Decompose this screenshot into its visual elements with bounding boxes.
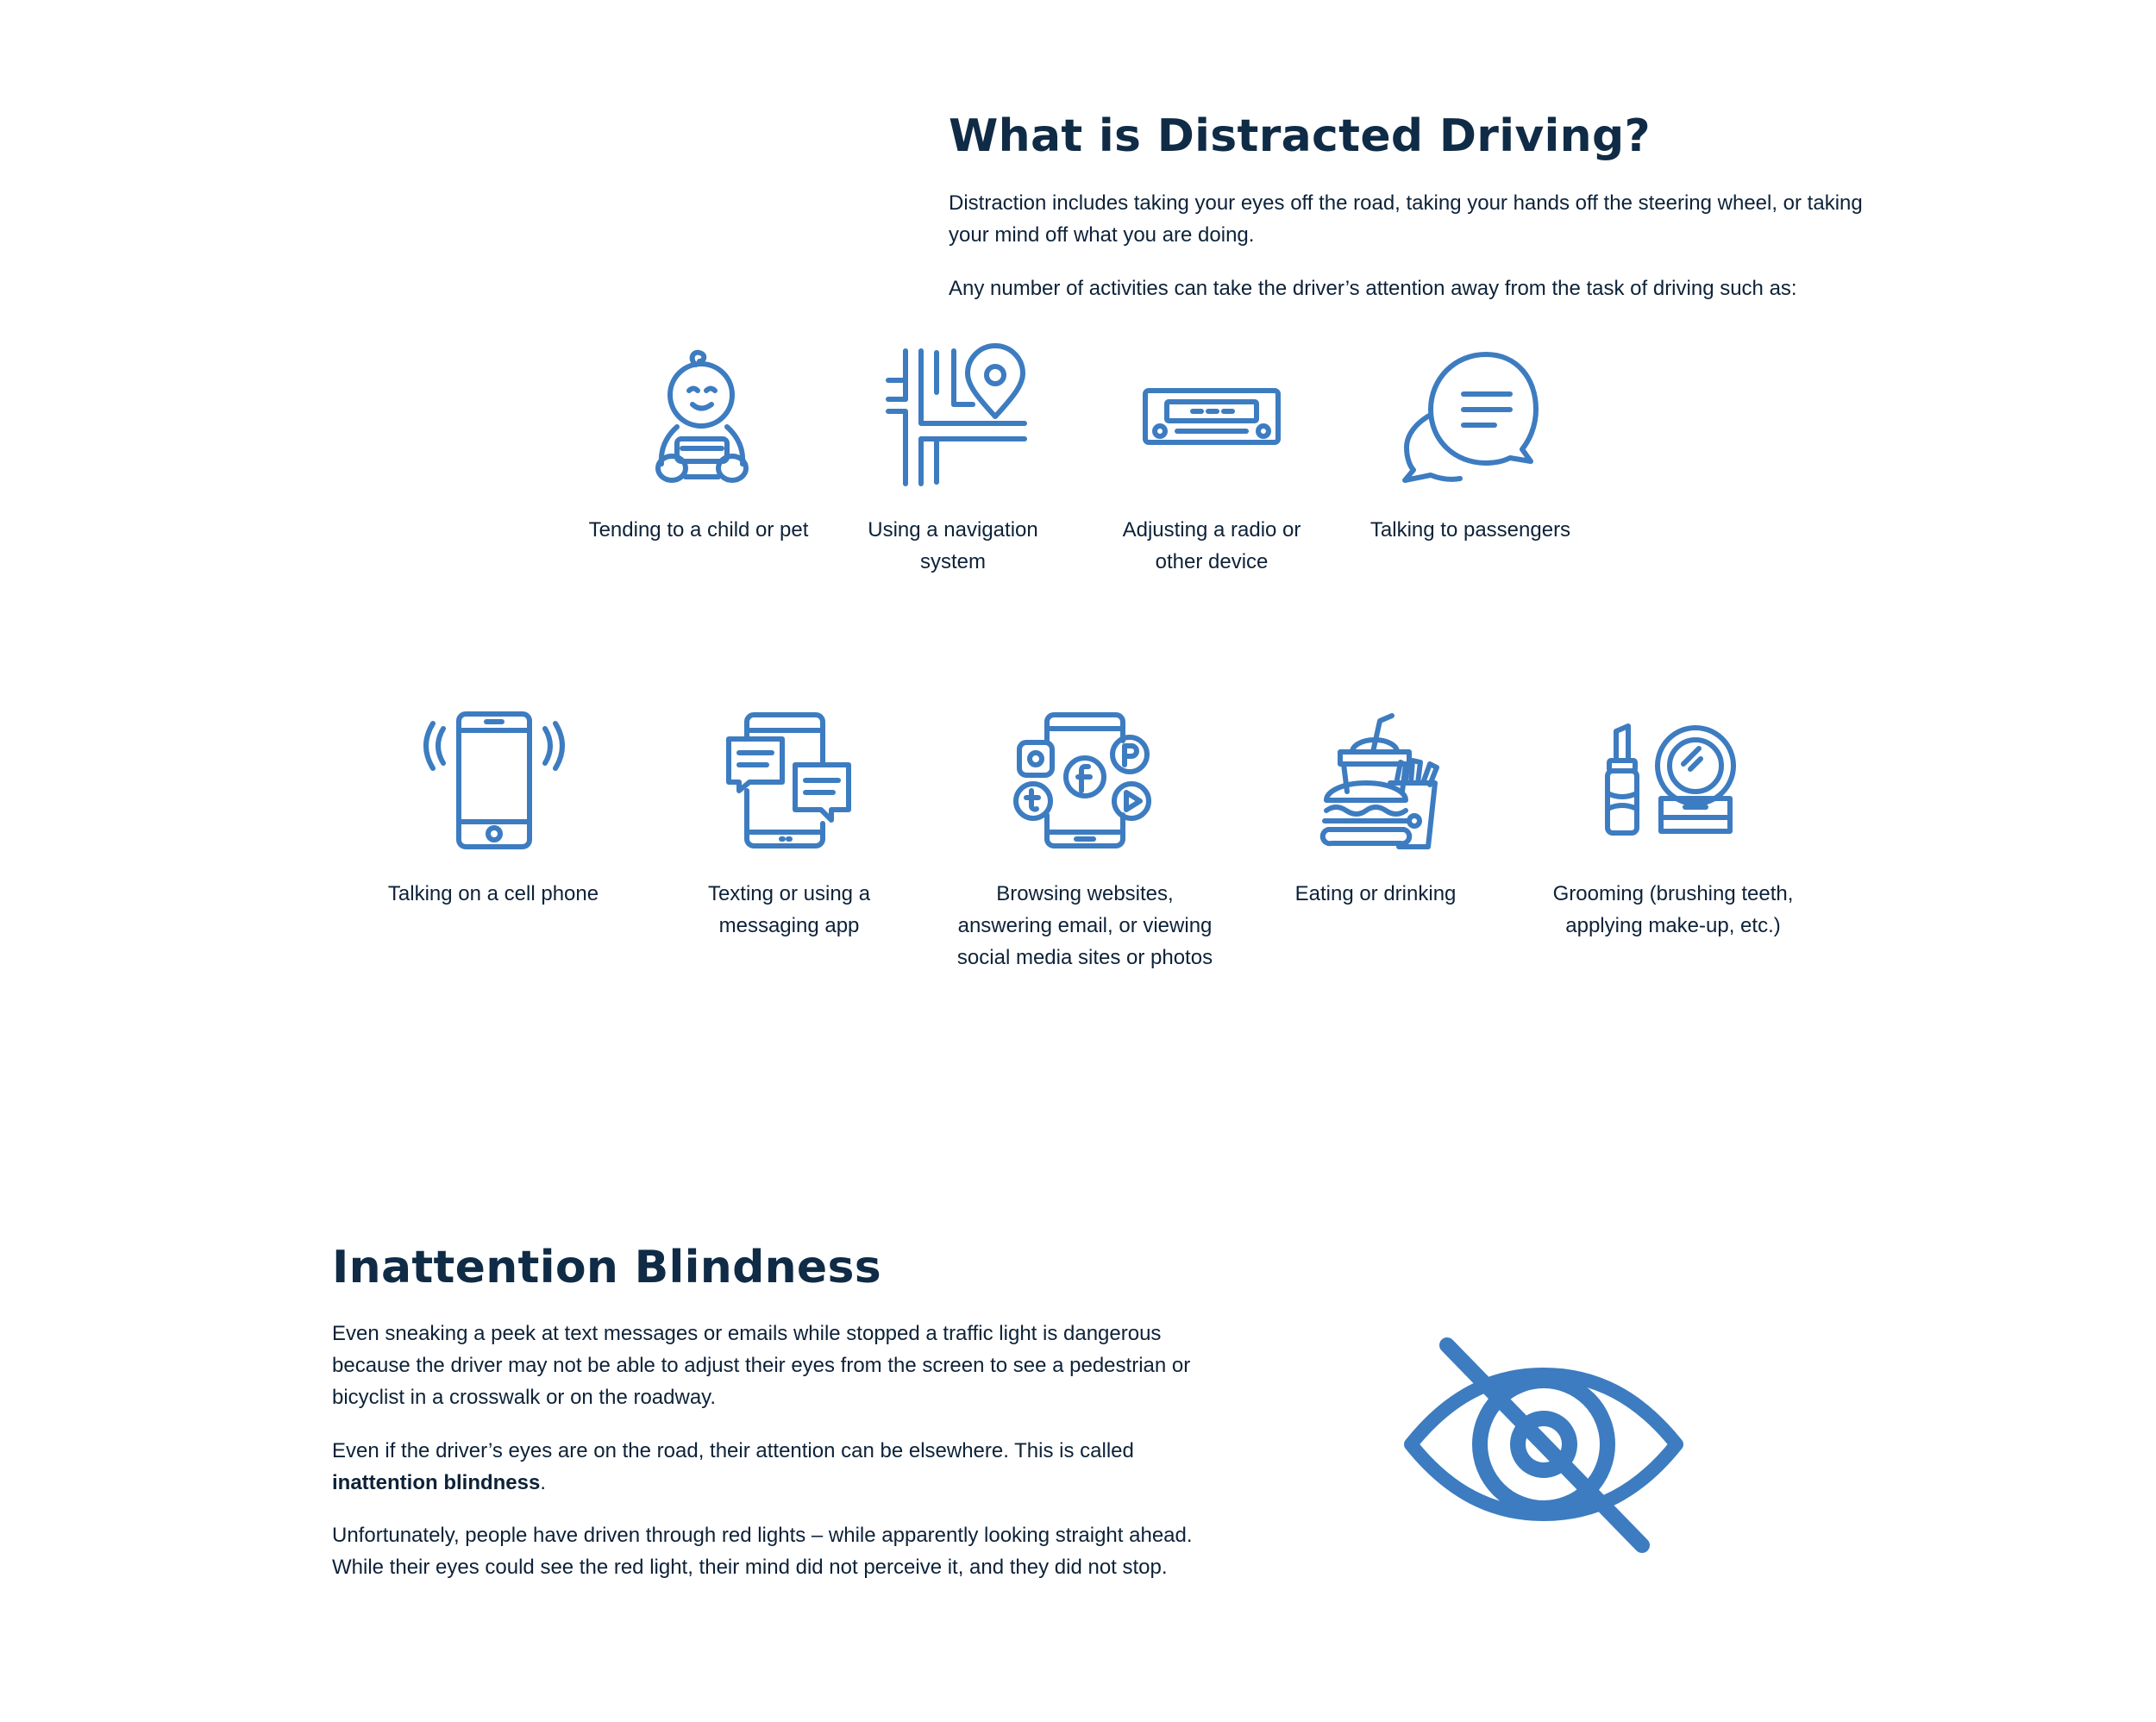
fast-food-icon (1318, 714, 1438, 849)
makeup-icon (1604, 724, 1742, 835)
inattention-para-2 (332, 1435, 1229, 1499)
inattention-para-2-text: Even if the driver’s eyes are on the road, their attention can be elsewhere. This is called (332, 1439, 1134, 1462)
activity-label: Browsing websites, answering email, or viewing social media sites or photos (956, 882, 1213, 969)
activity-label: Using a navigation system (868, 518, 1038, 573)
activity-label: Talking on a cell phone (387, 882, 599, 905)
inattention-para-1: Even sneaking a peek at text messages or emails while stopped a traffic light is dangerous because the driver may not be able to adjust their eyes from the screen to see a pedestrian or bicyclist in a crosswalk or on the roadway. (332, 1322, 1191, 1409)
activity-label: Texting or using a messaging app (707, 882, 871, 937)
activity-label: Eating or drinking (1294, 882, 1457, 905)
distracted-intro-2: Any number of activities can take the driver’s attention away from the task of driving such as: (949, 277, 1797, 300)
social-media-phone-icon (1016, 711, 1154, 849)
activity-label: Tending to a child or pet (588, 518, 809, 542)
inattention-blindness-title: Inattention Blindness (332, 1242, 882, 1293)
baby-icon (651, 348, 755, 485)
activity-label: Adjusting a radio or other device (1122, 518, 1301, 573)
inattention-blindness-term: inattention blindness (332, 1471, 541, 1494)
eye-slash-icon (1406, 1337, 1682, 1552)
distracted-intro-1: Distraction includes taking your eyes off the road, taking your hands off the steering wheel, or taking your mind off what you are doing. (949, 191, 1863, 247)
activity-label: Grooming (brushing teeth, applying make-up, etc.) (1552, 882, 1794, 937)
distracted-driving-title: What is Distracted Driving? (949, 110, 1651, 162)
map-pin-icon (888, 349, 1026, 485)
chat-bubbles-icon (1401, 349, 1539, 483)
car-radio-icon (1143, 388, 1281, 445)
inattention-para-3: Unfortunately, people have driven through red lights – while apparently looking straight ahead. While their eyes could see the red light, their mind did not perceive it, and they did not stop. (332, 1524, 1193, 1579)
messaging-phone-icon (726, 711, 852, 849)
activity-label: Talking to passengers (1369, 518, 1571, 542)
inattention-para-2-end: . (540, 1471, 547, 1494)
ringing-phone-icon (424, 711, 562, 849)
